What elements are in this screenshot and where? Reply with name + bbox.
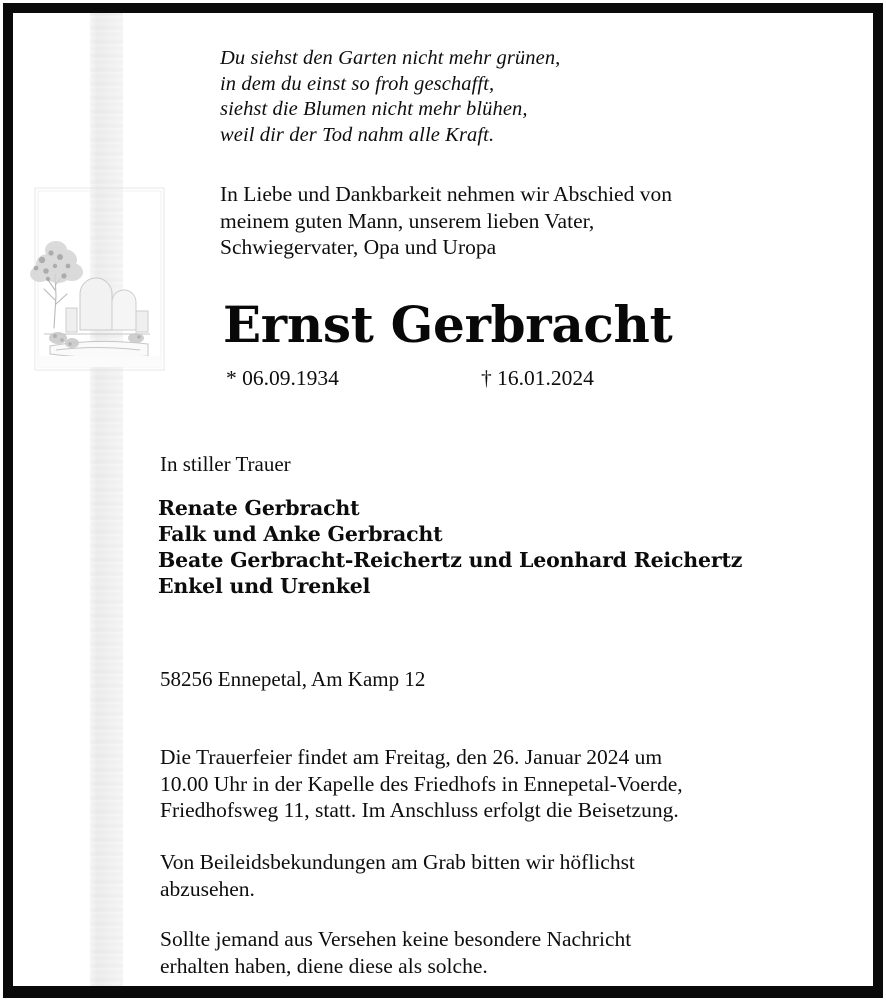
- service-line: Friedhofsweg 11, statt. Im Anschluss erfolgt die Beisetzung.: [160, 798, 679, 822]
- mourner-name: Enkel und Urenkel: [158, 574, 371, 598]
- general-notice-note: [160, 926, 860, 979]
- deceased-name: Ernst Gerbracht: [223, 295, 673, 354]
- mourner-name: Renate Gerbracht: [158, 496, 360, 520]
- mourner-name: Falk und Anke Gerbracht: [158, 522, 443, 546]
- farewell-intro-text: [220, 181, 860, 261]
- notice-note-line: erhalten haben, diene diese als solche.: [160, 953, 488, 978]
- notice-sheet: [13, 13, 873, 986]
- life-dates: [226, 365, 686, 391]
- memorial-poem: [220, 46, 840, 148]
- poem-line: siehst die Blumen nicht mehr blühen,: [220, 98, 528, 120]
- intro-line: Schwiegervater, Opa und Uropa: [220, 235, 497, 259]
- service-line: Die Trauerfeier findet am Freitag, den 26. Januar 2024 um: [160, 745, 663, 769]
- no-condolences-line: abzusehen.: [160, 876, 255, 901]
- funeral-service-details: [160, 744, 860, 824]
- intro-line: meinem guten Mann, unserem lieben Vater,: [220, 208, 595, 233]
- notice-note-line: Sollte jemand aus Versehen keine besondere Nachricht: [160, 927, 632, 951]
- poem-line: weil dir der Tod nahm alle Kraft.: [220, 123, 495, 146]
- mourning-border-frame: [3, 3, 883, 998]
- poem-line: Du siehst den Garten nicht mehr grünen,: [220, 47, 561, 69]
- family-address: 58256 Ennepetal, Am Kamp 12: [160, 667, 426, 691]
- mourners-list: [158, 495, 858, 599]
- no-condolences-request: [160, 849, 860, 902]
- service-line: 10.00 Uhr in der Kapelle des Friedhofs in Ennepetal-Voerde,: [160, 771, 683, 796]
- death-date: † 16.01.2024: [481, 366, 594, 390]
- intro-line: In Liebe und Dankbarkeit nehmen wir Abschied von: [220, 182, 672, 206]
- mourning-label: In stiller Trauer: [160, 452, 291, 476]
- birth-date: * 06.09.1934: [226, 366, 339, 390]
- poem-line: in dem du einst so froh geschafft,: [220, 72, 495, 95]
- no-condolences-line: Von Beileidsbekundungen am Grab bitten wir höflichst: [160, 850, 635, 874]
- mourner-name: Beate Gerbracht-Reichertz und Leonhard Reichertz: [158, 548, 743, 572]
- notice-content: [13, 13, 873, 986]
